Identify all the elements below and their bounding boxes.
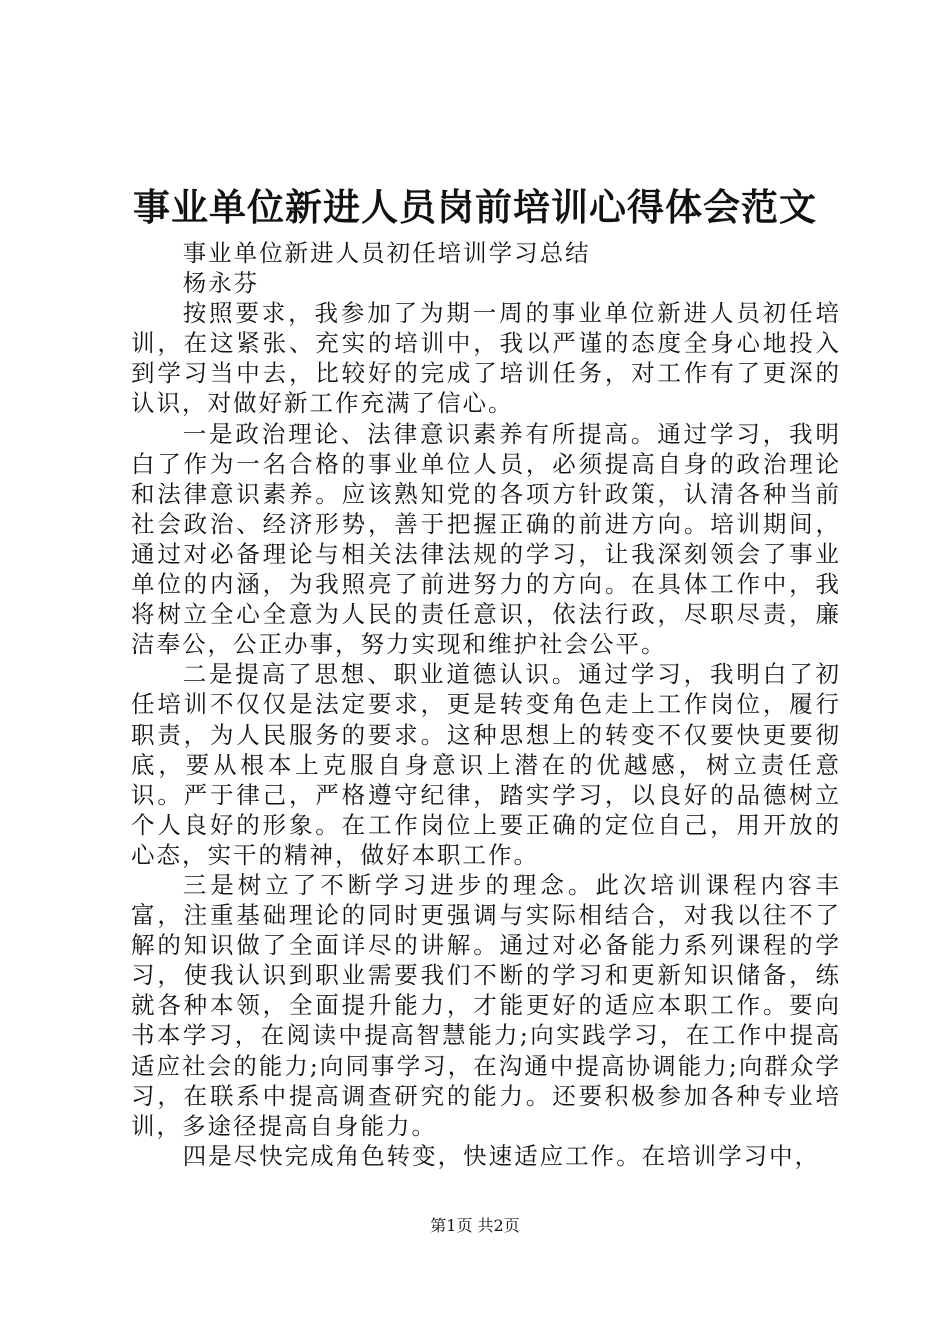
page-footer: 第1页 共2页 — [430, 1216, 520, 1235]
paragraph: 一是政治理论、法律意识素养有所提高。通过学习，我明白了作为一名合格的事业单位人员，必须提高自身的政治理论和法律意识素养。应该熟知党的各项方针政策，认清各种当前社会政治、经济形势，善于把握正确的前进方向。培训期间，通过对必备理论与相关法律法规的学习，让我深刻领会了事业单位的内涵，为我照亮了前进努力的方向。在具体工作中，我将树立全心全意为人民的责任意识，依法行政，尽职尽责，廉洁奉公，公正办事，努力实现和维护社会公平。 — [131, 419, 841, 659]
document-author: 杨永芬 — [182, 269, 260, 298]
document-title: 事业单位新进人员岗前培训心得体会范文 — [133, 185, 817, 229]
paragraph: 四是尽快完成角色转变，快速适应工作。在培训学习中， — [182, 1141, 821, 1170]
document-subtitle: 事业单位新进人员初任培训学习总结 — [182, 239, 591, 267]
document-body — [131, 238, 841, 1171]
paragraph: 三是树立了不断学习进步的理念。此次培训课程内容丰富，注重基础理论的同时更强调与实际相结合，对我以往不了解的知识做了全面详尽的讲解。通过对必备能力系列课程的学习，使我认识到职业需要我们不断的学习和更新知识储备，练就各种本领，全面提升能力，才能更好的适应本职工作。要向书本学习，在阅读中提高智慧能力;向实践学习，在工作中提高适应社会的能力;向同事学习，在沟通中提高协调能力;向群众学习，在联系中提高调查研究的能力。还要积极参加各种专业培训，多途径提高自身能力。 — [131, 870, 841, 1140]
paragraph: 按照要求，我参加了为期一周的事业单位新进人员初任培训，在这紧张、充实的培训中，我以严谨的态度全身心地投入到学习当中去，比较好的完成了培训任务，对工作有了更深的认识，对做好新工作充满了信心。 — [131, 299, 841, 418]
paragraph: 二是提高了思想、职业道德认识。通过学习，我明白了初任培训不仅仅是法定要求，更是转变角色走上工作岗位，履行职责，为人民服务的要求。这种思想上的转变不仅要快更要彻底，要从根本上克服自身意识上潜在的优越感，树立责任意识。严于律己，严格遵守纪律，踏实学习，以良好的品德树立个人良好的形象。在工作岗位上要正确的定位自己，用开放的心态，实干的精神，做好本职工作。 — [131, 660, 841, 869]
